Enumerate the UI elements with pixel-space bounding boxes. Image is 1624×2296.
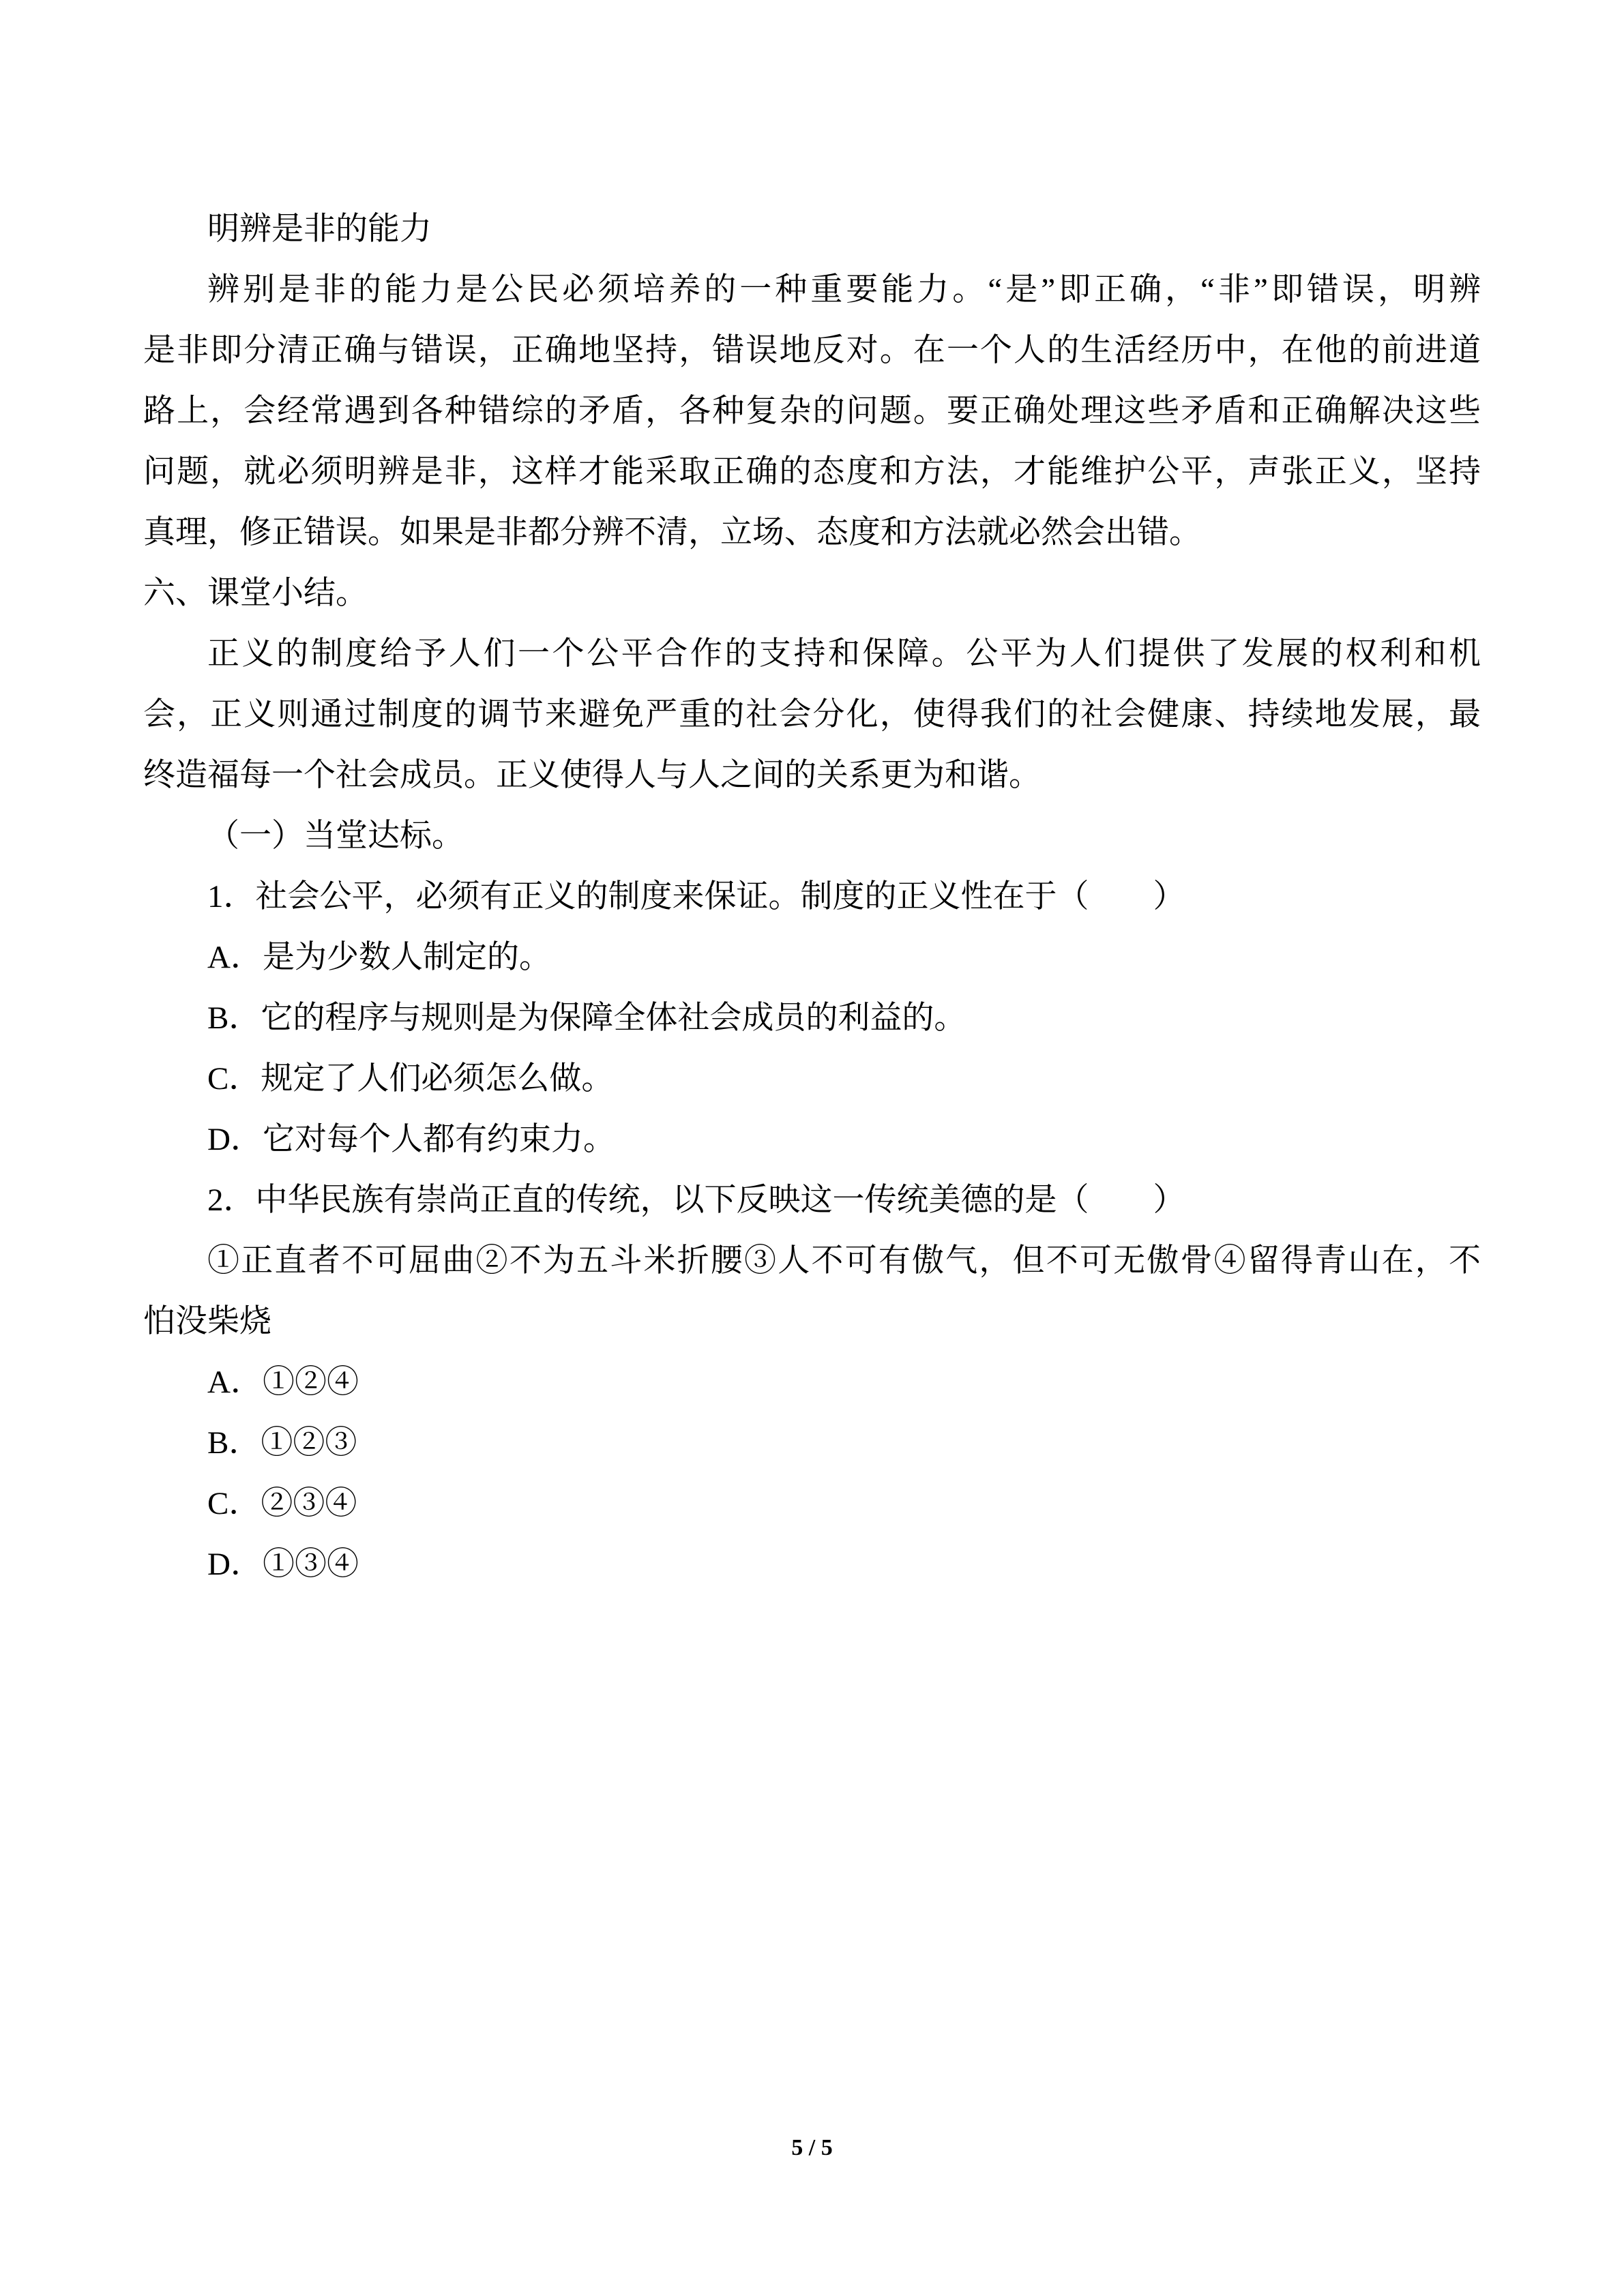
option-line: D．①③④ [207, 1547, 359, 1582]
paragraph-line: 明辨是非的能力 [207, 211, 432, 247]
paragraph-line: 路上，会经常遇到各种错综的矛盾，各种复杂的问题。要正确处理这些矛盾和正确解决这些 [143, 393, 1481, 429]
paragraph-line: 终造福每一个社会成员。正义使得人与人之间的关系更为和谐。 [143, 758, 1041, 793]
subheading-line: （一）当堂达标。 [207, 818, 464, 854]
option-line: C．规定了人们必须怎么做。 [207, 1061, 614, 1097]
paragraph-line: 辨别是非的能力是公民必须培养的一种重要能力。“是”即正确，“非”即错误，明辨 [207, 272, 1481, 308]
heading-line: 六、课堂小结。 [143, 576, 368, 611]
paragraph-line: 会，正义则通过制度的调节来避免严重的社会分化，使得我们的社会健康、持续地发展，最 [143, 697, 1481, 732]
option-line: A．①②④ [207, 1365, 359, 1400]
option-line: D．它对每个人都有约束力。 [207, 1122, 615, 1157]
paragraph-line: 怕没柴烧 [143, 1304, 271, 1339]
paragraph-line: 真理，修正错误。如果是非都分辨不清，立场、态度和方法就必然会出错。 [143, 515, 1201, 550]
paragraph-line: 是非即分清正确与错误，正确地坚持，错误地反对。在一个人的生活经历中，在他的前进道 [143, 333, 1481, 368]
option-line: B．①②③ [207, 1425, 357, 1461]
paragraph-line: 正义的制度给予人们一个公平合作的支持和保障。公平为人们提供了发展的权利和机 [207, 636, 1481, 672]
question-line: 2．中华民族有崇尚正直的传统，以下反映这一传统美德的是（ ） [207, 1182, 1185, 1218]
page-number: 5 / 5 [791, 2135, 833, 2160]
paragraph-line: 问题，就必须明辨是非，这样才能采取正确的态度和方法，才能维护公平，声张正义，坚持 [143, 454, 1481, 490]
option-line: A．是为少数人制定的。 [207, 940, 551, 975]
document-body [143, 199, 1481, 1595]
question-line: 1．社会公平，必须有正义的制度来保证。制度的正义性在于（ ） [207, 879, 1185, 914]
option-line: B．它的程序与规则是为保障全体社会成员的利益的。 [207, 1000, 966, 1036]
paragraph-line: ①正直者不可屈曲②不为五斗米折腰③人不可有傲气，但不可无傲骨④留得青山在，不 [207, 1243, 1481, 1279]
option-line: C．②③④ [207, 1486, 357, 1521]
